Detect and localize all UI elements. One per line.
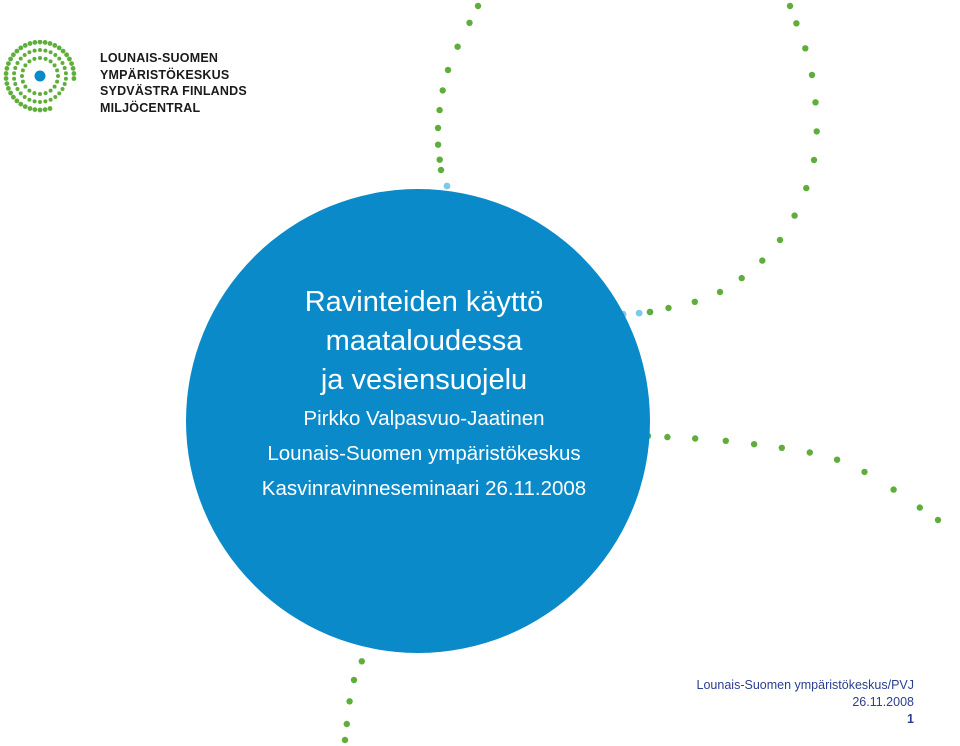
logo-line-1: LOUNAIS-SUOMEN bbox=[100, 51, 219, 65]
logo-line-3: SYDVÄSTRA FINLANDS bbox=[100, 84, 247, 98]
logo-circle-icon bbox=[0, 40, 92, 116]
green-dot bbox=[351, 677, 357, 683]
green-dot bbox=[787, 3, 793, 9]
green-dot bbox=[664, 434, 670, 440]
organization-name: Lounais-Suomen ympäristökeskus bbox=[267, 442, 581, 465]
green-dot bbox=[834, 457, 840, 463]
footer-org: Lounais-Suomen ympäristökeskus/PVJ bbox=[696, 678, 914, 692]
title-line-1: Ravinteiden käyttö bbox=[304, 286, 544, 318]
green-dot bbox=[466, 20, 472, 26]
green-dot bbox=[861, 469, 867, 475]
green-dot bbox=[812, 99, 818, 105]
green-dot bbox=[759, 257, 765, 263]
green-dot bbox=[717, 289, 723, 295]
green-dot bbox=[435, 142, 441, 148]
green-dot bbox=[445, 67, 451, 73]
slide-title bbox=[186, 283, 662, 400]
green-dot bbox=[436, 107, 442, 113]
green-dot bbox=[809, 72, 815, 78]
green-dot bbox=[890, 486, 896, 492]
green-dot bbox=[692, 435, 698, 441]
green-dot bbox=[777, 237, 783, 243]
logo-line-4: MILJÖCENTRAL bbox=[100, 100, 201, 115]
logo-text bbox=[100, 50, 247, 116]
title-line-2: maataloudessa bbox=[325, 325, 523, 357]
green-dot bbox=[814, 128, 820, 134]
title-line-3: ja vesiensuojelu bbox=[320, 364, 528, 396]
green-dot bbox=[811, 157, 817, 163]
green-dot bbox=[454, 44, 460, 50]
event-name: Kasvinravinneseminaari 26.11.2008 bbox=[261, 477, 587, 500]
footer-date: 26.11.2008 bbox=[852, 695, 914, 709]
green-dot bbox=[665, 305, 671, 311]
green-dot bbox=[435, 125, 441, 131]
green-dot bbox=[359, 658, 365, 664]
green-dot bbox=[346, 698, 352, 704]
logo-line-2: YMPÄRISTÖKESKUS bbox=[100, 67, 230, 82]
green-dot bbox=[344, 721, 350, 727]
green-dot bbox=[342, 737, 348, 743]
green-dot bbox=[807, 449, 813, 455]
green-dot bbox=[793, 20, 799, 26]
green-dot bbox=[751, 441, 757, 447]
green-dot bbox=[917, 504, 923, 510]
green-dot bbox=[739, 275, 745, 281]
green-dot bbox=[437, 157, 443, 163]
green-dot bbox=[791, 212, 797, 218]
green-dot bbox=[802, 45, 808, 51]
green-dot bbox=[692, 299, 698, 305]
author-name: Pirkko Valpasvuo-Jaatinen bbox=[303, 407, 545, 430]
green-dot bbox=[438, 167, 444, 173]
green-dot bbox=[723, 438, 729, 444]
green-dot bbox=[779, 445, 785, 451]
green-dot bbox=[440, 87, 446, 93]
green-dot bbox=[803, 185, 809, 191]
green-dot bbox=[475, 3, 481, 9]
green-dot bbox=[935, 517, 941, 523]
page-number: 1 bbox=[907, 712, 914, 726]
blue-dot bbox=[444, 183, 451, 190]
footer bbox=[697, 677, 914, 728]
